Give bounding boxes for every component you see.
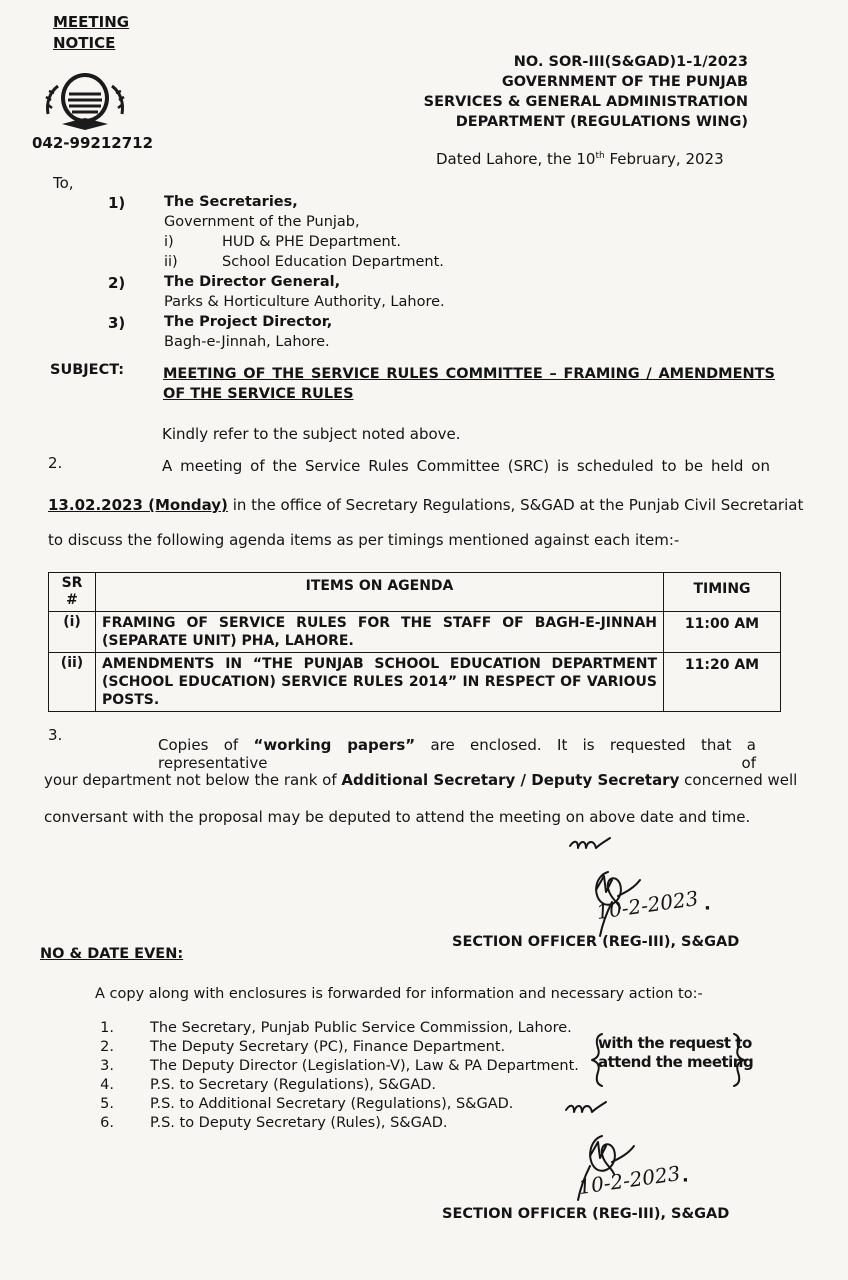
sr-hash: # [66, 592, 78, 608]
list-item: P.S. to Secretary (Regulations), S&GAD. [150, 1077, 437, 1093]
list-item: The Deputy Secretary (PC), Finance Department. [150, 1039, 506, 1055]
addressee-title: The Secretaries, [164, 194, 298, 210]
notice-line-2: NOTICE [53, 34, 116, 52]
paragraph-3-line-2 [44, 771, 797, 789]
dated-suffix: February, 2023 [604, 150, 724, 168]
column-header-sr [49, 573, 96, 612]
p3-text-f: concerned well [679, 771, 798, 789]
table-row [49, 612, 781, 653]
addressee-title: The Project Director, [164, 314, 333, 330]
wing-name: DEPARTMENT (REGULATIONS WING) [455, 114, 748, 130]
department-name: SERVICES & GENERAL ADMINISTRATION [423, 94, 748, 110]
meeting-notice-heading [53, 12, 129, 54]
row-timing: 11:00 AM [664, 612, 781, 653]
request-note-line-2: attend the meeting [598, 1053, 754, 1071]
column-header-timing: TIMING [664, 573, 781, 612]
list-item: The Deputy Director (Legislation-V), Law & PA Department. [150, 1058, 579, 1074]
addressee-number: 1) [108, 194, 126, 212]
signature-2-designation: SECTION OFFICER (REG-III), S&GAD [442, 1206, 730, 1222]
signature-1-date: 10-2-2023 [594, 885, 700, 925]
paragraph-3-line-1 [158, 736, 756, 772]
sr-label: SR [61, 575, 83, 591]
dated-sup: th [595, 151, 605, 161]
department-header [424, 52, 748, 132]
list-item: P.S. to Deputy Secretary (Rules), S&GAD. [150, 1115, 448, 1131]
subject-text [163, 364, 775, 404]
addressee-number: 2) [108, 274, 126, 292]
sub-item-number: i) [164, 234, 174, 250]
subject-label: SUBJECT: [50, 362, 125, 378]
sub-item-number: ii) [164, 254, 178, 270]
copy-intro: A copy along with enclosures is forwarded for information and necessary action to:- [95, 986, 703, 1002]
paragraph-1: Kindly refer to the subject noted above. [162, 425, 461, 443]
table-row [49, 653, 781, 712]
row-item: AMENDMENTS IN “THE PUNJAB SCHOOL EDUCATION DEPARTMENT (SCHOOL EDUCATION) SERVICE RULES 2014” IN RESPECT OF VARIOUS POSTS. [96, 653, 664, 712]
signature-1-dot: · [704, 898, 711, 919]
paragraph-3-line-3: conversant with the proposal may be deputed to attend the meeting on above date and time. [44, 808, 751, 826]
paragraph-2-line-2 [48, 496, 803, 514]
agenda-table [48, 572, 781, 712]
p3-text-d: your department not below the rank of [44, 771, 342, 789]
punjab-emblem-icon [44, 62, 126, 132]
list-item: The Secretary, Punjab Public Service Commission, Lahore. [150, 1020, 572, 1036]
addressee-line: Government of the Punjab, [164, 214, 360, 230]
sub-item-text: School Education Department. [222, 254, 444, 270]
signature-1-graphic [560, 832, 710, 940]
row-item: FRAMING OF SERVICE RULES FOR THE STAFF OF BAGH-E-JINNAH (SEPARATE UNIT) PHA, LAHORE. [96, 612, 664, 653]
list-item-number: 1. [100, 1020, 114, 1036]
p3-text-c: are enclosed. It is requested that a representative of [158, 736, 756, 772]
working-papers: “working papers” [253, 736, 416, 754]
notice-line-1: MEETING [53, 13, 130, 31]
request-note-line-1: with the request to [598, 1034, 752, 1052]
row-sr: (i) [49, 612, 96, 653]
signature-2-date: 10-2-2023 [576, 1160, 682, 1200]
reference-number: NO. SOR-III(S&GAD)1-1/2023 [513, 54, 748, 70]
subject-line-1: MEETING OF THE SERVICE RULES COMMITTEE – FRAMING / AMENDMENTS [163, 366, 775, 382]
government-name: GOVERNMENT OF THE PUNJAB [501, 74, 748, 90]
list-item-number: 5. [100, 1096, 114, 1112]
to-label: To, [53, 174, 74, 192]
list-item-number: 2. [100, 1039, 114, 1055]
addressee-line: Bagh-e-Jinnah, Lahore. [164, 334, 330, 350]
row-timing: 11:20 AM [664, 653, 781, 712]
paragraph-3-number: 3. [48, 726, 63, 744]
dated-line [436, 150, 724, 168]
addressee-number: 3) [108, 314, 126, 332]
meeting-venue: in the office of Secretary Regulations, S&GAD at the Punjab Civil Secretariat [227, 496, 804, 514]
rank-text: Additional Secretary / Deputy Secretary [341, 771, 680, 789]
addressee-title: The Director General, [164, 274, 341, 290]
meeting-date: 13.02.2023 (Monday) [48, 496, 228, 514]
list-item-number: 3. [100, 1058, 114, 1074]
request-note [598, 1034, 753, 1072]
addressee-line: Parks & Horticulture Authority, Lahore. [164, 294, 445, 310]
row-sr: (ii) [49, 653, 96, 712]
list-item: P.S. to Additional Secretary (Regulations), S&GAD. [150, 1096, 514, 1112]
paragraph-2-number: 2. [48, 454, 63, 472]
p3-text-a: Copies of [158, 736, 254, 754]
subject-line-2: OF THE SERVICE RULES [163, 386, 354, 402]
dated-prefix: Dated Lahore, the 10 [436, 150, 596, 168]
phone-number: 042-99212712 [32, 134, 154, 152]
paragraph-2-line-1: A meeting of the Service Rules Committee (SRC) is scheduled to be held on [162, 457, 770, 475]
list-item-number: 6. [100, 1115, 114, 1131]
copy-heading: NO & DATE EVEN: [40, 946, 184, 962]
signature-2-dot: · [682, 1170, 689, 1191]
signature-1-designation: SECTION OFFICER (REG-III), S&GAD [452, 934, 740, 950]
list-item-number: 4. [100, 1077, 114, 1093]
agenda-header-row [49, 573, 781, 612]
sub-item-text: HUD & PHE Department. [222, 234, 401, 250]
paragraph-2-line-3: to discuss the following agenda items as per timings mentioned against each item:- [48, 531, 680, 549]
column-header-items: ITEMS ON AGENDA [96, 573, 664, 612]
